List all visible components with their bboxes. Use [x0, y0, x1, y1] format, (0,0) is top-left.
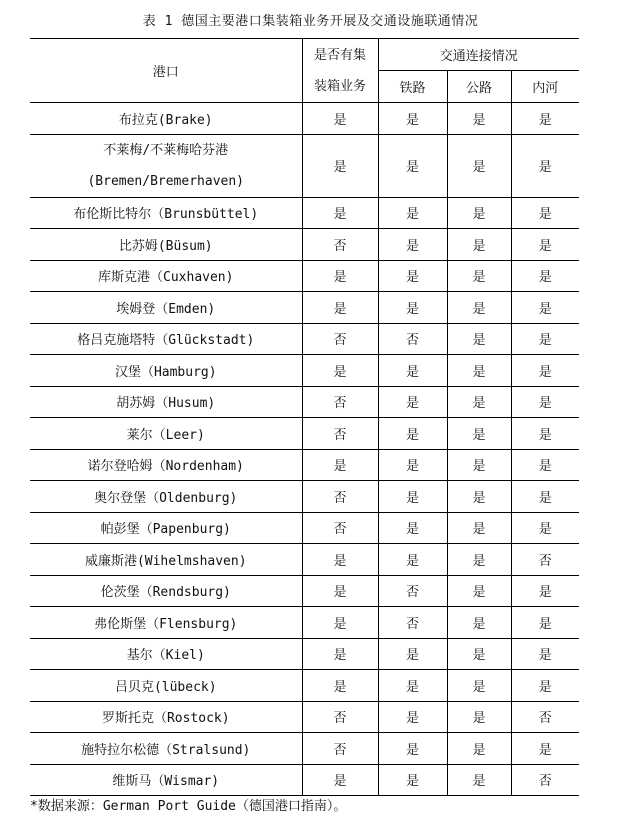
- rail-cell: 是: [378, 260, 447, 292]
- port-name: 诺尔登哈姆（Nordenham): [87, 459, 244, 475]
- container-cell: 否: [302, 229, 378, 261]
- container-cell: 是: [302, 449, 378, 481]
- road-cell: 是: [447, 701, 511, 733]
- table-title: 表 1 德国主要港口集装箱业务开展及交通设施联通情况: [142, 14, 479, 29]
- container-cell: 否: [302, 512, 378, 544]
- container-cell: 否: [302, 386, 378, 418]
- rail-cell: 是: [378, 638, 447, 670]
- container-cell: 是: [302, 260, 378, 292]
- header-rail: 铁路: [378, 71, 447, 103]
- port-name-cell: [30, 481, 302, 513]
- container-cell: 是: [302, 638, 378, 670]
- container-cell: 否: [302, 481, 378, 513]
- rail-cell: 是: [378, 481, 447, 513]
- road-cell: 是: [447, 544, 511, 576]
- header-road: 公路: [447, 71, 511, 103]
- river-cell: 是: [511, 260, 579, 292]
- table-row: [30, 197, 579, 229]
- road-cell: 是: [447, 638, 511, 670]
- port-name-cell: [30, 292, 302, 324]
- table-row: [30, 733, 579, 765]
- road-cell: 是: [447, 670, 511, 702]
- container-cell: 是: [302, 670, 378, 702]
- port-name: 埃姆登（Emden): [116, 301, 216, 317]
- container-cell: 是: [302, 544, 378, 576]
- port-name-line2: (Bremen/Bremerhaven): [87, 173, 245, 189]
- rail-cell: 是: [378, 355, 447, 387]
- rail-cell: 是: [378, 134, 447, 197]
- container-cell: 是: [302, 355, 378, 387]
- port-name-cell: [30, 733, 302, 765]
- river-cell: 否: [511, 544, 579, 576]
- port-name-cell: [30, 229, 302, 261]
- port-name: 布伦斯比特尔（Brunsbüttel): [73, 207, 259, 223]
- table-row: [30, 134, 579, 197]
- table-row: [30, 607, 579, 639]
- road-cell: 是: [447, 386, 511, 418]
- port-name: 基尔（Kiel): [126, 648, 205, 664]
- port-name: 布拉克(Brake): [118, 112, 213, 128]
- table-row: [30, 449, 579, 481]
- river-cell: 是: [511, 292, 579, 324]
- table-row: [30, 355, 579, 387]
- port-name: 吕贝克(lübeck): [114, 679, 217, 695]
- rail-cell: 否: [378, 323, 447, 355]
- river-cell: 否: [511, 701, 579, 733]
- container-cell: 否: [302, 418, 378, 450]
- river-cell: 是: [511, 355, 579, 387]
- road-cell: 是: [447, 260, 511, 292]
- river-cell: 是: [511, 638, 579, 670]
- table-row: [30, 512, 579, 544]
- table-row: [30, 481, 579, 513]
- container-cell: 否: [302, 733, 378, 765]
- river-cell: 是: [511, 386, 579, 418]
- container-cell: 是: [302, 103, 378, 135]
- road-cell: 是: [447, 323, 511, 355]
- table-row: [30, 575, 579, 607]
- port-name: 奥尔登堡（Oldenburg): [94, 490, 238, 506]
- rail-cell: 是: [378, 670, 447, 702]
- rail-cell: 是: [378, 449, 447, 481]
- river-cell: 是: [511, 134, 579, 197]
- road-cell: 是: [447, 418, 511, 450]
- port-name: 格吕克施塔特（Glückstadt): [77, 333, 255, 349]
- road-cell: 是: [447, 481, 511, 513]
- port-name-cell: [30, 670, 302, 702]
- table-row: [30, 323, 579, 355]
- port-name-cell: [30, 197, 302, 229]
- port-name-cell: [30, 355, 302, 387]
- road-cell: 是: [447, 292, 511, 324]
- header-container-line2: 装箱业务: [313, 78, 366, 94]
- road-cell: 是: [447, 103, 511, 135]
- rail-cell: 是: [378, 103, 447, 135]
- container-cell: 否: [302, 323, 378, 355]
- container-cell: 是: [302, 575, 378, 607]
- port-name-cell: [30, 418, 302, 450]
- table-row: [30, 418, 579, 450]
- river-cell: 是: [511, 670, 579, 702]
- river-cell: 是: [511, 103, 579, 135]
- rail-cell: 是: [378, 292, 447, 324]
- port-name-cell: [30, 386, 302, 418]
- port-name: 帕彭堡（Papenburg): [100, 522, 231, 538]
- road-cell: 是: [447, 134, 511, 197]
- rail-cell: 是: [378, 512, 447, 544]
- table-row: [30, 229, 579, 261]
- river-cell: 是: [511, 418, 579, 450]
- port-name: 罗斯托克（Rostock): [101, 711, 230, 727]
- table-row: [30, 103, 579, 135]
- container-cell: 是: [302, 607, 378, 639]
- port-name: 胡苏姆（Husum): [116, 396, 216, 412]
- container-cell: 是: [302, 134, 378, 197]
- road-cell: 是: [447, 607, 511, 639]
- port-name-cell: [30, 544, 302, 576]
- port-name-cell: [30, 323, 302, 355]
- road-cell: 是: [447, 355, 511, 387]
- header-port: 港口: [30, 39, 302, 103]
- port-name: 维斯马（Wismar): [112, 774, 220, 790]
- rail-cell: 否: [378, 607, 447, 639]
- road-cell: 是: [447, 764, 511, 796]
- river-cell: 是: [511, 481, 579, 513]
- road-cell: 是: [447, 449, 511, 481]
- road-cell: 是: [447, 575, 511, 607]
- table-row: [30, 670, 579, 702]
- port-name: 施特拉尔松德（Stralsund): [81, 742, 251, 758]
- table-row: [30, 764, 579, 796]
- road-cell: 是: [447, 512, 511, 544]
- port-name: 汉堡（Hamburg): [114, 364, 217, 380]
- port-name-cell: [30, 134, 302, 197]
- road-cell: 是: [447, 733, 511, 765]
- port-name: 威廉斯港(Wihelmshaven): [84, 553, 247, 569]
- table-row: [30, 292, 579, 324]
- rail-cell: 是: [378, 197, 447, 229]
- table-row: [30, 260, 579, 292]
- river-cell: 是: [511, 197, 579, 229]
- rail-cell: 否: [378, 575, 447, 607]
- port-name-cell: [30, 638, 302, 670]
- table-row: [30, 386, 579, 418]
- port-name-cell: [30, 103, 302, 135]
- road-cell: 是: [447, 229, 511, 261]
- source-note: *数据来源：German Port Guide（德国港口指南）。: [30, 799, 347, 814]
- container-cell: 否: [302, 701, 378, 733]
- container-cell: 是: [302, 292, 378, 324]
- river-cell: 是: [511, 229, 579, 261]
- table-row: [30, 544, 579, 576]
- river-cell: 否: [511, 764, 579, 796]
- port-name-cell: [30, 701, 302, 733]
- port-name-cell: [30, 575, 302, 607]
- port-name: 伦茨堡（Rendsburg): [100, 585, 231, 601]
- ports-table: [30, 38, 579, 796]
- port-name: 莱尔（Leer): [126, 427, 205, 443]
- river-cell: 是: [511, 607, 579, 639]
- port-name-cell: [30, 764, 302, 796]
- rail-cell: 是: [378, 229, 447, 261]
- header-container: [302, 39, 378, 103]
- rail-cell: 是: [378, 733, 447, 765]
- rail-cell: 是: [378, 764, 447, 796]
- table-row: [30, 701, 579, 733]
- river-cell: 是: [511, 323, 579, 355]
- port-name-cell: [30, 607, 302, 639]
- port-name: 弗伦斯堡（Flensburg): [94, 616, 238, 632]
- header-river: 内河: [511, 71, 579, 103]
- header-traffic: 交通连接情况: [378, 39, 579, 71]
- rail-cell: 是: [378, 544, 447, 576]
- river-cell: 是: [511, 512, 579, 544]
- rail-cell: 是: [378, 701, 447, 733]
- river-cell: 是: [511, 733, 579, 765]
- port-name-cell: [30, 512, 302, 544]
- port-name-cell: [30, 449, 302, 481]
- rail-cell: 是: [378, 418, 447, 450]
- port-name-cell: [30, 260, 302, 292]
- port-name: 库斯克港（Cuxhaven): [98, 270, 234, 286]
- container-cell: 是: [302, 197, 378, 229]
- container-cell: 是: [302, 764, 378, 796]
- header-container-line1: 是否有集: [313, 47, 366, 63]
- table-body: [30, 103, 579, 796]
- road-cell: 是: [447, 197, 511, 229]
- port-name: 不莱梅/不莱梅哈芬港: [103, 142, 229, 158]
- river-cell: 是: [511, 449, 579, 481]
- port-name: 比苏姆(Büsum): [118, 238, 213, 254]
- table-row: [30, 638, 579, 670]
- rail-cell: 是: [378, 386, 447, 418]
- river-cell: 是: [511, 575, 579, 607]
